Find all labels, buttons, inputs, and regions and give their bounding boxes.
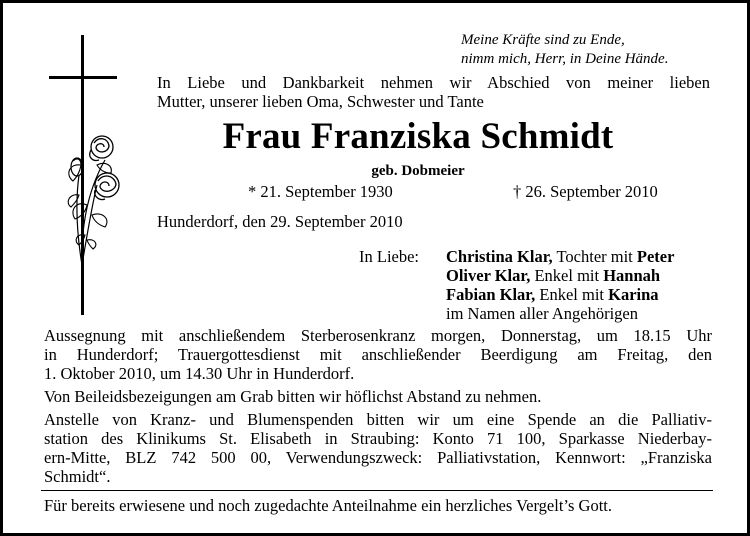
service-line: 1. Oktober 2010, um 14.30 Uhr in Hunderdorf. (44, 364, 355, 383)
mourners-footer: im Namen aller Angehörigen (446, 304, 638, 323)
condolence-paragraph: Von Beileidsbezeigungen am Grab bitten wir höflichst Abstand zu nehmen. (44, 387, 542, 406)
death-date: † 26. September 2010 (513, 182, 658, 201)
donation-line: station des Klinikums St. Elisabeth in Straubing: Konto 71 100, Sparkasse Niederbay- (44, 429, 712, 448)
divider (41, 490, 713, 491)
service-paragraph (44, 326, 712, 383)
deceased-name: Frau Franziska Schmidt (222, 116, 614, 157)
mourner-entry (446, 285, 674, 304)
intro-line: Mutter, unserer lieben Oma, Schwester und Tante (157, 92, 484, 111)
cross-with-roses-icon (47, 35, 127, 320)
mourner-entry (446, 266, 674, 285)
donation-line: ern-Mitte, BLZ 742 500 00, Verwendungszweck: Palliativstation, Kennwort: „Franziska (44, 448, 712, 467)
intro-line: In Liebe und Dankbarkeit nehmen wir Abschied von meiner lieben (157, 73, 710, 92)
motto-line: nimm mich, Herr, in Deine Hände. (461, 51, 669, 67)
motto-line: Meine Kräfte sind zu Ende, (461, 32, 625, 48)
mourner-partner: Peter (636, 247, 675, 266)
service-line: Aussegnung mit anschließendem Sterberosenkranz morgen, Donnerstag, um 18.15 Uhr (44, 326, 712, 345)
mourner-name: Oliver Klar, (446, 266, 531, 285)
donation-line: Anstelle von Kranz- und Blumenspenden bitten wir um eine Spende an die Palliativ- (44, 410, 712, 429)
motto-verse (461, 31, 668, 69)
mourner-relation: Enkel mit (530, 266, 604, 285)
mourner-relation: Enkel mit (535, 285, 609, 304)
service-line: in Hunderdorf; Trauergottesdienst mit anschließender Beerdigung am Freitag, den (44, 345, 712, 364)
mourner-entry (446, 247, 674, 266)
mourner-partner: Hannah (603, 266, 661, 285)
mourner-name: Fabian Klar, (446, 285, 536, 304)
donation-line: Schmidt“. (44, 467, 111, 486)
place-and-date: Hunderdorf, den 29. September 2010 (157, 212, 403, 231)
mourner-relation: Tochter mit (552, 247, 637, 266)
closing-thanks: Für bereits erwiesene und noch zugedachte Anteilnahme ein herzliches Vergelt’s Gott. (44, 496, 613, 515)
maiden-name: geb. Dobmeier (371, 163, 465, 179)
donation-paragraph (44, 410, 712, 486)
mourner-name: Christina Klar, (446, 247, 553, 266)
mourners-list (446, 247, 674, 323)
mourners-label: In Liebe: (359, 247, 420, 266)
birth-date: * 21. September 1930 (248, 182, 393, 201)
intro-text (157, 73, 710, 111)
mourner-partner: Karina (608, 285, 659, 304)
